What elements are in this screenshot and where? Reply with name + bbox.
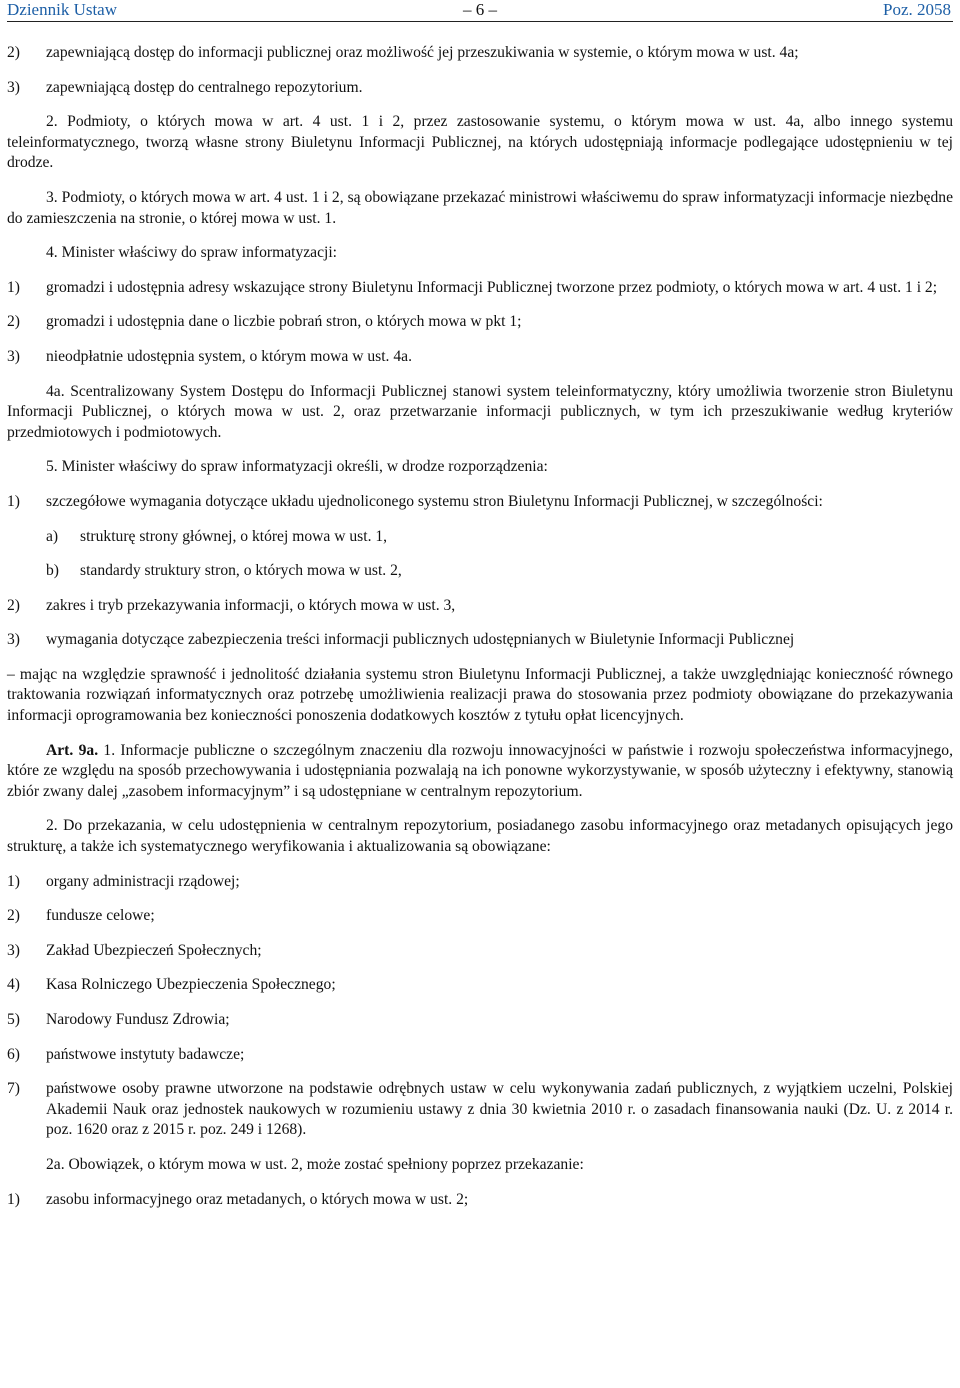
item-number: 3) bbox=[7, 631, 20, 649]
paragraph-3: 3. Podmioty, o których mowa w art. 4 ust. 1 i 2, są obowiązane przekazać ministrowi właściwemu do spraw informatyzacji informacje niezbędne do zamieszczenia na stronie, o której mowa w ust. 1. bbox=[7, 188, 953, 227]
item-number: 2) bbox=[7, 313, 20, 331]
list-item bbox=[7, 1190, 953, 1211]
item-number: 1) bbox=[7, 492, 20, 510]
closing-clause: – mając na względzie sprawność i jednolitość działania systemu stron Biuletynu Informacji Publicznej, a także uwzględniając konieczność równego traktowania rozwiązań informatycznych oraz potrzebę umożliwienia realizacji prawa do stosowania przez podmioty obowiązane do przekazywania informacji oprogramowania bez konieczności ponoszenia dodatkowych kosztów z tytułu opłat licencyjnych. bbox=[7, 665, 953, 725]
list-item bbox=[7, 872, 953, 893]
item-text: Kasa Rolniczego Ubezpieczenia Społecznego; bbox=[46, 976, 336, 994]
item-number: 3) bbox=[7, 78, 20, 96]
item-text: nieodpłatnie udostępnia system, o którym mowa w ust. 4a. bbox=[46, 347, 412, 365]
list-item bbox=[7, 941, 953, 962]
list-item bbox=[7, 347, 953, 368]
item-text: fundusze celowe; bbox=[46, 907, 155, 925]
sub-item bbox=[7, 561, 953, 582]
sub-item-letter: a) bbox=[46, 527, 59, 545]
item-text: Zakład Ubezpieczeń Społecznych; bbox=[46, 941, 262, 959]
list-item bbox=[7, 906, 953, 927]
item-number: 5) bbox=[7, 1011, 20, 1028]
paragraph-4: 4. Minister właściwy do spraw informatyzacji: bbox=[46, 244, 338, 262]
page-number: – 6 – bbox=[463, 0, 497, 19]
article-9a-paragraph-2: 2. Do przekazania, w celu udostępnienia w centralnym repozytorium, posiadanego zasobu informacyjnego oraz metadanych opisujących jego strukturę, a także ich systematycznego weryfikowania i aktualizowania są obowiązane: bbox=[7, 817, 953, 856]
paragraph-5: 5. Minister właściwy do spraw informatyzacji określi, w drodze rozporządzenia: bbox=[46, 458, 548, 476]
item-text: państwowe osoby prawne utworzone na podstawie odrębnych ustaw w celu wykonywania zadań publicznych, z wyjątkiem uczelni, Polskiej Akademii Nauk oraz jednostek naukowych w rozumieniu ustawy z dnia 30 kwietnia 2010 r. o zasadach finansowania nauki (Dz. U. z 2014 r. poz. 1620 oraz z 2015 r. poz. 249 i 1268). bbox=[46, 1080, 953, 1139]
list-item bbox=[7, 43, 953, 64]
list-item bbox=[7, 1045, 953, 1066]
item-number: 2) bbox=[7, 44, 20, 61]
item-number: 2) bbox=[7, 596, 20, 614]
paragraph-4a: 4a. Scentralizowany System Dostępu do Informacji Publicznej stanowi system teleinformatyczny, który umożliwia tworzenie stron Biuletynu Informacji Publicznej, o których mowa w ust. 2, oraz przetwarzanie informacji publicznych, w tym ich przeszukiwanie według kryteriów przedmiotowych i podmiotowych. bbox=[7, 382, 953, 441]
list-item bbox=[7, 78, 953, 99]
article-9a bbox=[7, 741, 953, 803]
item-number: 3) bbox=[7, 347, 20, 365]
item-text: zapewniającą dostęp do centralnego repozytorium. bbox=[46, 78, 363, 96]
sub-item-text: strukturę strony głównej, o której mowa w ust. 1, bbox=[80, 527, 388, 545]
item-number: 7) bbox=[7, 1080, 20, 1098]
list-item bbox=[7, 1079, 953, 1141]
article-label: Art. 9a. bbox=[46, 741, 99, 759]
position-number: Poz. 2058 bbox=[883, 0, 951, 19]
article-9a-paragraph-2a: 2a. Obowiązek, o którym mowa w ust. 2, może zostać spełniony poprzez przekazanie: bbox=[46, 1155, 584, 1173]
item-number: 2) bbox=[7, 907, 20, 925]
page-header bbox=[7, 0, 953, 22]
list-item bbox=[7, 312, 953, 333]
document-body bbox=[7, 43, 953, 1210]
item-number: 3) bbox=[7, 941, 20, 959]
item-number: 1) bbox=[7, 278, 20, 296]
paragraph-2: 2. Podmioty, o których mowa w art. 4 ust. 1 i 2, przez zastosowanie systemu, o którym mowa w ust. 4a, albo innego systemu teleinformatycznego, tworzą własne strony Biuletynu Informacji Publicznej, na których udostępniają informacje podlegające udostępnieniu w tej drodze. bbox=[7, 113, 953, 172]
item-number: 1) bbox=[7, 872, 20, 890]
list-item bbox=[7, 1010, 953, 1031]
item-text: zapewniającą dostęp do informacji publicznej oraz możliwość jej przeszukiwania w systemie, o którym mowa w ust. 4a; bbox=[46, 44, 799, 61]
item-number: 6) bbox=[7, 1045, 20, 1063]
item-text: Narodowy Fundusz Zdrowia; bbox=[46, 1011, 230, 1028]
item-text: zasobu informacyjnego oraz metadanych, o których mowa w ust. 2; bbox=[46, 1190, 469, 1208]
item-text: gromadzi i udostępnia dane o liczbie pobrań stron, o których mowa w pkt 1; bbox=[46, 313, 522, 331]
sub-item-text: standardy struktury stron, o których mowa w ust. 2, bbox=[80, 562, 402, 580]
list-item bbox=[7, 278, 953, 299]
item-text: gromadzi i udostępnia adresy wskazujące strony Biuletynu Informacji Publicznej tworzone przez podmioty, o których mowa w art. 4 ust. 1 i 2; bbox=[46, 278, 938, 296]
item-text: państwowe instytuty badawcze; bbox=[46, 1045, 245, 1063]
item-text: szczegółowe wymagania dotyczące układu ujednoliconego systemu stron Biuletynu Informacji Publicznej, w szczególności: bbox=[46, 492, 823, 510]
list-item bbox=[7, 630, 953, 651]
item-text: zakres i tryb przekazywania informacji, o których mowa w ust. 3, bbox=[46, 596, 456, 614]
list-item bbox=[7, 492, 953, 513]
sub-item bbox=[7, 527, 953, 548]
item-text: wymagania dotyczące zabezpieczenia treści informacji publicznych udostępnianych w Biuletynie Informacji Publicznej bbox=[46, 631, 795, 649]
item-number: 4) bbox=[7, 976, 20, 994]
article-text: 1. Informacje publiczne o szczególnym znaczeniu dla rozwoju innowacyjności w państwie i rozwoju społeczeństwa informacyjnego, które ze względu na sposób przechowywania i udostępniania pozwalają na ich ponowne wykorzystywanie, w sposób użyteczny i efektywny, stanowią zbiór zwany dalej „zasobem informacyjnym” i są udostępniane w centralnym repozytorium. bbox=[7, 741, 953, 800]
list-item bbox=[7, 975, 953, 996]
item-number: 1) bbox=[7, 1190, 20, 1208]
item-text: organy administracji rządowej; bbox=[46, 872, 240, 890]
sub-item-letter: b) bbox=[46, 562, 59, 580]
journal-title: Dziennik Ustaw bbox=[7, 0, 118, 19]
list-item bbox=[7, 596, 953, 617]
